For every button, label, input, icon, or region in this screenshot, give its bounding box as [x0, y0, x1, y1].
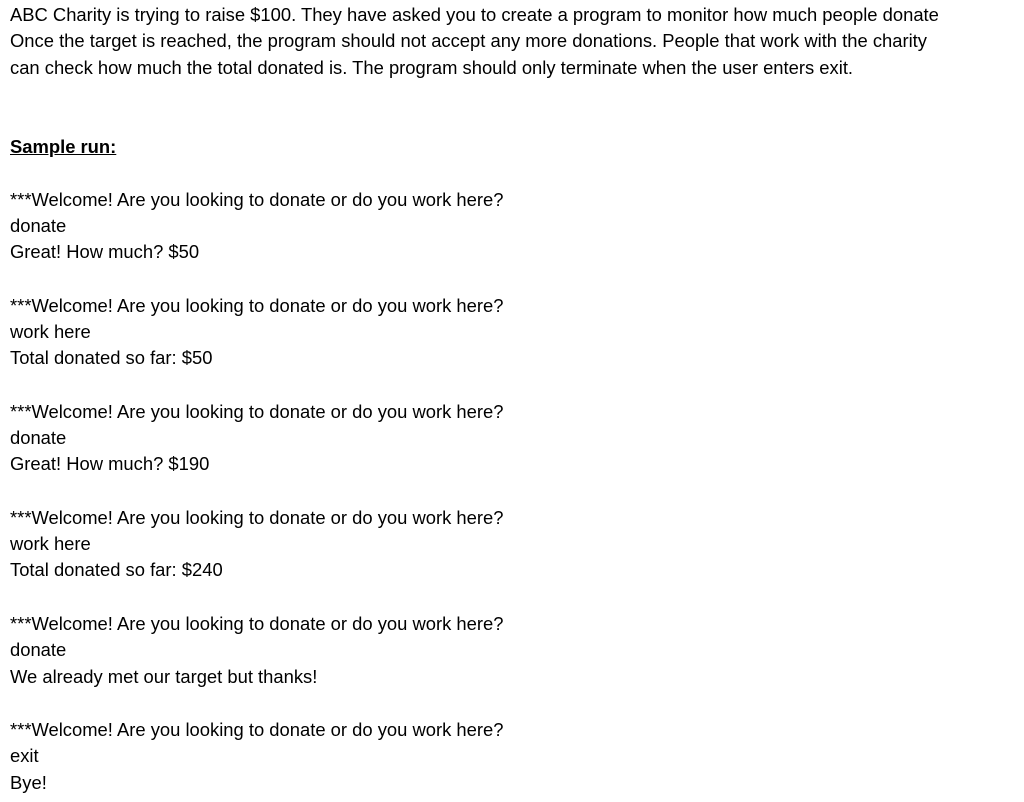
run-block — [10, 399, 1024, 478]
run-prompt: ***Welcome! Are you looking to donate or do you work here? — [10, 612, 504, 634]
run-input: donate — [10, 639, 67, 661]
problem-description — [10, 2, 1024, 81]
run-block — [10, 611, 1024, 690]
sample-run-heading: Sample run: — [10, 136, 117, 158]
run-input: donate — [10, 427, 67, 449]
run-block — [10, 293, 1024, 372]
run-prompt: ***Welcome! Are you looking to donate or do you work here? — [10, 294, 504, 316]
run-response: We already met our target but thanks! — [10, 665, 318, 687]
run-prompt: ***Welcome! Are you looking to donate or do you work here? — [10, 400, 504, 422]
run-prompt: ***Welcome! Are you looking to donate or do you work here? — [10, 718, 504, 740]
run-input: work here — [10, 321, 91, 343]
run-response: Total donated so far: $240 — [10, 559, 223, 581]
run-response: Great! How much? $190 — [10, 453, 210, 475]
description-line: ABC Charity is trying to raise $100. They have asked you to create a program to monitor how much people donate — [10, 4, 939, 25]
description-line: Once the target is reached, the program should not accept any more donations. People that work with the charity — [10, 30, 927, 52]
run-response: Bye! — [10, 771, 47, 793]
sample-run-transcript — [10, 187, 1024, 796]
run-response: Total donated so far: $50 — [10, 347, 213, 369]
run-response: Great! How much? $50 — [10, 241, 200, 263]
run-prompt: ***Welcome! Are you looking to donate or do you work here? — [10, 506, 504, 528]
run-input: work here — [10, 533, 91, 555]
run-prompt: ***Welcome! Are you looking to donate or do you work here? — [10, 188, 504, 210]
run-input: donate — [10, 215, 67, 237]
run-block — [10, 505, 1024, 584]
description-line: can check how much the total donated is. The program should only terminate when the user enters exit. — [10, 56, 854, 78]
run-input: exit — [10, 745, 39, 767]
run-block — [10, 187, 1024, 266]
run-block — [10, 717, 1024, 796]
